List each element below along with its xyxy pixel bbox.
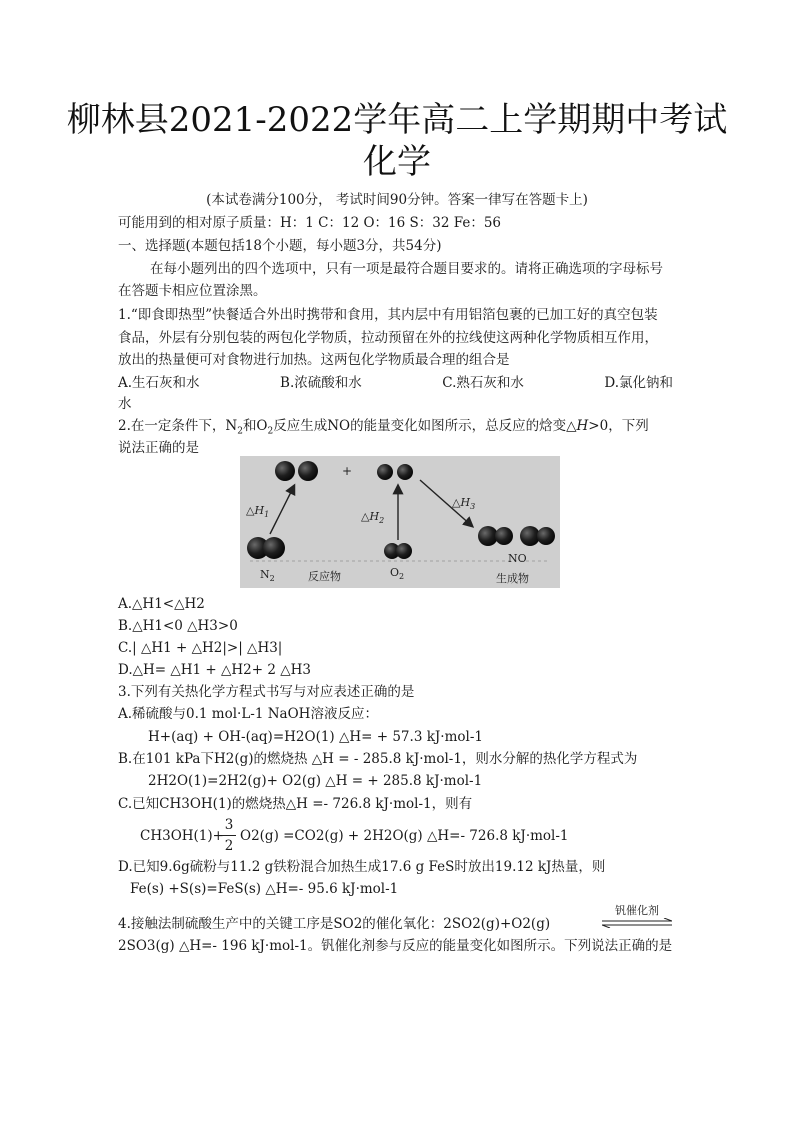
- atomic-masses: 可能用到的相对原子质量：H：1 C：12 O：16 S：32 Fe：56: [118, 215, 502, 231]
- q4-line2: 2SO3(g) △H=- 196 kJ·mol-1。钒催化剂参与反应的能量变化如图所示。下列说法正确的是: [118, 938, 673, 954]
- q3-d-line2: Fe(s) +S(s)=FeS(s) △H=- 95.6 kJ·mol-1: [130, 881, 399, 897]
- o2-label: $O_2$: [390, 566, 405, 581]
- q1-line2: 食品，外层有分别包装的两包化学物质，拉动预留在外的拉线使这两种化学物质相互作用，: [118, 330, 658, 346]
- q1-line1: 1.“即食即热型”快餐适合外出时携带和食用，其内层中有用铝箔包裹的已加工好的真空包装: [118, 307, 658, 323]
- q3-c-line2-right: O2(g) =CO2(g) + 2H2O(g) △H=- 726.8 kJ·mol-1: [240, 828, 569, 844]
- exam-title-line2: 化学: [363, 142, 431, 182]
- dh1-label: $\triangle H_1$: [246, 504, 270, 519]
- exam-title-line1: 柳林县2021-2022学年高二上学期期中考试: [66, 100, 728, 140]
- q3-c-line2-left: CH3OH(1)+: [140, 828, 224, 844]
- section-heading: 一、选择题(本题包括18个小题，每小题3分，共54分): [118, 238, 442, 254]
- plus-sign: +: [342, 464, 353, 478]
- q3-b-line1: B.在101 kPa下H2(g)的燃烧热 △H = - 285.8 kJ·mol-1，则水分解的热化学方程式为: [118, 751, 638, 767]
- no-label: NO: [508, 552, 527, 565]
- q2-option-a: A.△H1<△H2: [118, 596, 205, 612]
- o-atom-2: [397, 464, 413, 480]
- q3-d-line1: D.已知9.6g硫粉与11.2 g铁粉混合加热生成17.6 g FeS时放出19.12 kJ热量，则: [118, 859, 606, 875]
- section-instruction-1: 在每小题列出的四个选项中，只有一项是最符合题目要求的。请将正确选项的字母标号: [150, 261, 663, 277]
- q3-a-line1: A.稀硫酸与0.1 mol·L-1 NaOH溶液反应：: [118, 706, 378, 722]
- equilibrium-arrow-icon: [602, 918, 672, 928]
- q2-line1: 2.在一定条件下，$N_2$和$O_2$反应生成NO的能量变化如图所示，总反应的焓变△H>0，下列: [118, 418, 649, 437]
- q2-line2: 说法正确的是: [118, 440, 199, 456]
- q4-line1: 4.接触法制硫酸生产中的关键工序是SO2的催化氧化：2SO2(g)+O2(g): [118, 916, 551, 932]
- no-atom-4: [537, 527, 555, 545]
- o-atom-1: [377, 464, 393, 480]
- q2-option-d: D.△H= △H1 + △H2+ 2 △H3: [118, 662, 312, 678]
- q1-option-wrap: 水: [118, 396, 132, 412]
- energy-diagram-svg: [240, 456, 560, 588]
- o2-atom-2: [396, 543, 412, 559]
- q3-b-line2: 2H2O(1)=2H2(g)+ O2(g) △H = + 285.8 kJ·mol-1: [148, 773, 483, 789]
- dh1-arrow: [270, 486, 294, 534]
- fraction-bar: [222, 835, 236, 836]
- dh2-label: $\triangle H_2$: [361, 510, 385, 525]
- reactants-label: 反应物: [308, 570, 341, 583]
- dh3-label: $\triangle H_3$: [452, 496, 476, 511]
- section-instruction-2: 在答题卡相应位置涂黑。: [118, 283, 267, 299]
- n2-atom-2: [263, 537, 285, 559]
- fraction-denominator: 2: [224, 838, 234, 854]
- q3-c-fraction: [222, 816, 236, 855]
- q2-option-c: C.| △H1 + △H2|>| △H3|: [118, 640, 283, 656]
- n2-label: $N_2$: [260, 568, 275, 583]
- no-atom-2: [495, 527, 513, 545]
- exam-note: (本试卷满分100分， 考试时间90分钟。答案一律写在答题卡上): [206, 192, 588, 208]
- q1-line3: 放出的热量便可对食物进行加热。这两包化学物质最合理的组合是: [118, 352, 510, 368]
- q1-option-a: A.生石灰和水: [118, 375, 200, 391]
- q1-option-d: D.氯化钠和: [604, 375, 673, 391]
- fraction-numerator: 3: [224, 817, 234, 833]
- q4-catalyst-label: 钒催化剂: [615, 904, 659, 917]
- q1-options: [118, 373, 673, 393]
- products-label: 生成物: [496, 572, 529, 585]
- q2-option-b: B.△H1<0 △H3>0: [118, 618, 238, 634]
- q3-stem: 3.下列有关热化学方程式书写与对应表述正确的是: [118, 684, 415, 700]
- q1-option-c: C.熟石灰和水: [442, 375, 524, 391]
- q3-a-line2: H+(aq) + OH-(aq)=H2O(1) △H= + 57.3 kJ·mol-1: [148, 729, 483, 745]
- energy-diagram: [240, 456, 560, 588]
- n-atom-1: [275, 461, 295, 481]
- q3-c-line1: C.已知CH3OH(1)的燃烧热△H =- 726.8 kJ·mol-1，则有: [118, 796, 473, 812]
- n-atom-2: [298, 461, 318, 481]
- q1-option-b: B.浓硫酸和水: [280, 375, 362, 391]
